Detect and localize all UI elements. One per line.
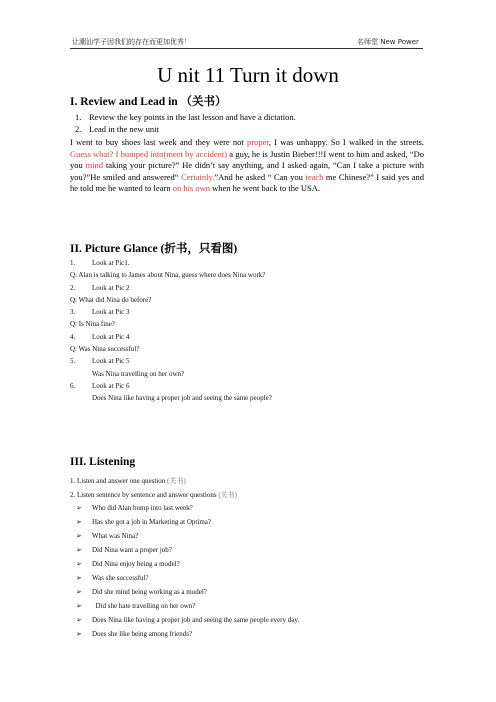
highlight-word: mind — [85, 160, 104, 171]
list-item: Does Nina like having a proper job and seeing the same people? — [92, 394, 272, 403]
list-item: Q: Was Nina successful? — [70, 345, 140, 354]
highlight-word: I bumped into(meet by accident) — [115, 148, 228, 159]
list-item: 2. Look at Pic 2 — [70, 283, 130, 292]
lead-in-paragraph: I went to buy shoes last week and they were not proper, I was unhappy. So I walked in the streets. Guess what? I bumped into(meet by accident) a guy, he is Justin Bieber!!!I went to him and asked, “Do you mind taking your picture?” He didn’t say anything, and I asked again, “Can I take a picture with you?”He smiled and answered“ Certainly.”And he asked “ Can you teach me Chinese?” I said yes and he told me he wanted to learn on his own when he went back to the USA. — [70, 137, 424, 194]
list-item-text: Lead in the new unit — [89, 124, 159, 134]
list-item: 1. Look at Pic1. — [70, 259, 130, 267]
list-item: ➢ Does she like being among friends? — [76, 630, 193, 638]
header-slogan: 让潮汕学子因我们的存在而更加优秀！ — [72, 38, 191, 46]
listening-step-1: 1. Listen and answer one question (关书) — [70, 477, 186, 485]
list-item: ➢ Did she hate travelling on her own? — [76, 602, 196, 610]
list-item: Q: Is Nina fine? — [70, 320, 115, 329]
list-item: 4. Look at Pic 4 — [70, 332, 130, 341]
list-item: 3. Look at Pic 3 — [70, 308, 130, 317]
arrow-bullet-icon: ➢ — [76, 630, 82, 638]
page-title: U nit 11 Turn it down — [157, 63, 339, 87]
list-item: ➢ Does Nina like having a proper job and seeing the same people every day. — [76, 616, 300, 624]
highlight-word: on his own — [172, 183, 210, 194]
list-item: ➢ What was Nina? — [76, 532, 139, 540]
list-item: 2. Lead in the new unit — [75, 124, 159, 134]
highlight-word: Guess what? — [70, 148, 114, 159]
list-item: Q: Alan is talking to James about Nina, guess where does Nina work? — [70, 271, 266, 280]
arrow-bullet-icon: ➢ — [76, 602, 82, 610]
list-item: 1. Review the key points in the last lesson and have a dictation. — [75, 112, 296, 122]
section-1-heading: I. Review and Lead in （关书） — [70, 96, 227, 108]
highlight-word: teach — [305, 171, 324, 182]
header-brand: 名师堂 New Power — [357, 38, 419, 46]
list-item: 5. Look at Pic 5 — [70, 357, 130, 366]
list-item: ➢ Who did Alan bump into last week? — [76, 504, 193, 512]
list-item: 6. Look at Pic 6 — [70, 381, 130, 390]
arrow-bullet-icon: ➢ — [76, 588, 82, 596]
arrow-bullet-icon: ➢ — [76, 574, 82, 582]
section-1-list — [75, 112, 296, 134]
arrow-bullet-icon: ➢ — [76, 560, 82, 568]
section-2-heading: II. Picture Glance (折书，只看图) — [70, 243, 238, 255]
list-item: Was Nina travelling on her own? — [92, 369, 185, 378]
highlight-word: proper — [247, 137, 269, 147]
list-item: ➢ Has she got a job in Marketing at Optima? — [76, 518, 211, 526]
highlight-word: Certainly. — [181, 171, 215, 182]
list-item: ➢ Did Nina enjoy being a model? — [76, 560, 180, 568]
list-item: ➢ Did she mind being working as a model? — [76, 588, 207, 596]
list-item-text: Review the key points in the last lesson and have a dictation. — [89, 112, 296, 122]
arrow-bullet-icon: ➢ — [76, 504, 82, 512]
arrow-bullet-icon: ➢ — [76, 546, 82, 554]
section-2-list — [70, 257, 272, 405]
arrow-bullet-icon: ➢ — [76, 616, 82, 624]
list-item: ➢ Was she successful? — [76, 574, 149, 582]
listening-step-2: 2. Listen sentence by sentence and answer questions (关书) — [70, 491, 237, 499]
section-3-heading: III. Listening — [70, 456, 136, 468]
header-divider — [70, 48, 423, 49]
list-item: Q: What did Nina do before? — [70, 295, 152, 304]
arrow-bullet-icon: ➢ — [76, 532, 82, 540]
list-item: ➢ Did Nina want a proper job? — [76, 546, 172, 554]
arrow-bullet-icon: ➢ — [76, 518, 82, 526]
